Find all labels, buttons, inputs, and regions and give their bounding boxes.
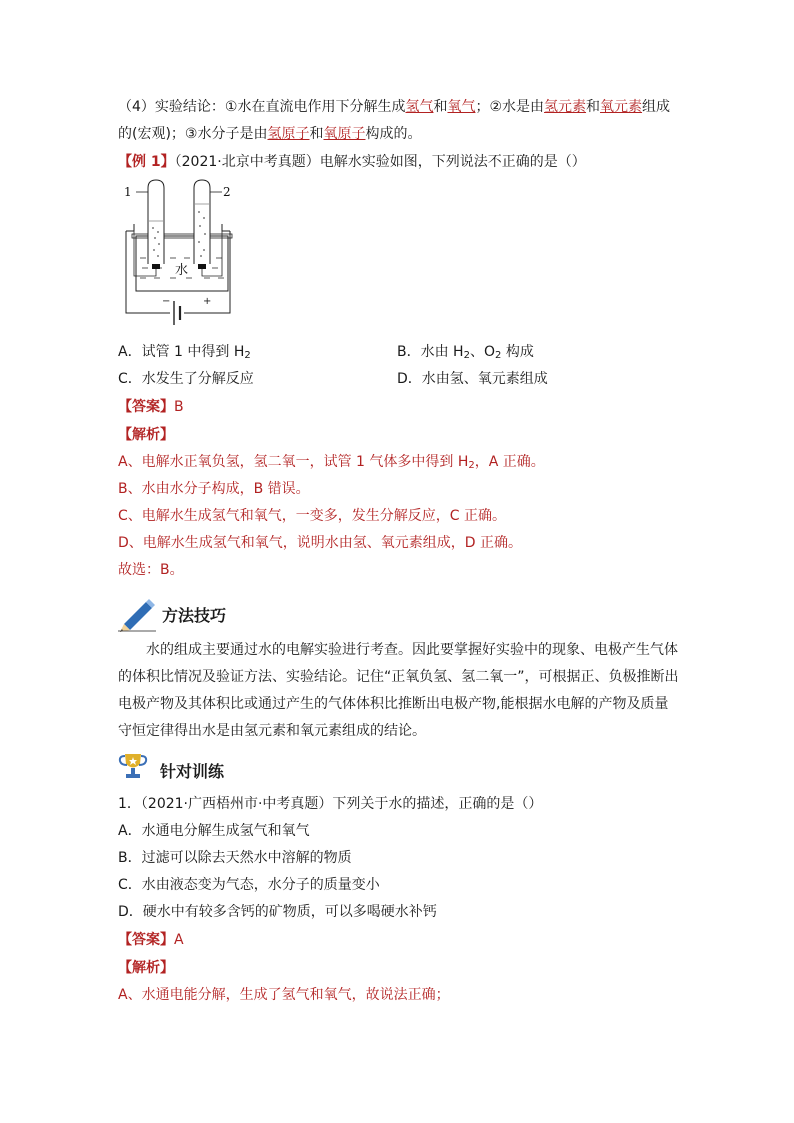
example-tag: 【例 1】 [118,154,175,170]
tube-1-label: 1 [124,185,132,199]
pencil-icon [116,596,156,632]
water-label: 水 [175,263,189,278]
training-option-a: A．水通电分解生成氢气和氧气 [118,823,310,839]
training-analysis-tag: 【解析】 [118,960,174,976]
answer-blank-hydrogen-gas: 氢气 [405,99,434,115]
conclusion-line-2: 的(宏观)；③水分子是由氢原子和氧原子构成的。 [118,126,422,142]
example-analysis-line-2: B、水由水分子构成，B 错误。 [118,481,310,497]
tips-title: 方法技巧 [162,606,227,625]
example-analysis-line-4: D、电解水生成氢气和氧气，说明水由氢、氧元素组成，D 正确。 [118,535,523,551]
conclusion-line-1: （4）实验结论：①水在直流电作用下分解生成氢气和氧气；②水是由氢元素和氧元素组成 [118,99,671,115]
test-tube-1 [148,180,164,264]
answer-blank-oxygen-atom: 氧原子 [323,126,366,142]
answer-blank-hydrogen-element: 氢元素 [544,99,587,115]
example-answer: 【答案】B [118,399,184,415]
training-answer: 【答案】A [118,932,184,948]
electrolysis-diagram [118,176,248,331]
example-analysis-line-1: A、电解水正氧负氢，氢二氧一，试管 1 气体多中得到 $H_2$，A 正确。 [118,454,545,471]
example-option-a: A．试管 1 中得到 $H_2$ [118,344,251,361]
training-question: 1．（2021·广西梧州市·中考真题）下列关于水的描述，正确的是（） [118,796,543,812]
electrode-2 [198,264,206,269]
training-option-b: B．过滤可以除去天然水中溶解的物质 [118,850,352,866]
answer-blank-oxygen-gas: 氧气 [447,99,476,115]
electrode-wire-left [126,224,134,231]
training-option-c: C．水由液态变为气态，水分子的质量变小 [118,877,380,893]
example-question: 【例 1】（2021·北京中考真题）电解水实验如图，下列说法不正确的是（） [118,154,586,170]
tips-line-1: 水的组成主要通过水的电解实验进行考查。因此要掌握好实验中的现象、电极产生气体 [146,642,678,658]
battery-minus-label: − [162,296,171,307]
tube-2-label: 2 [223,185,231,199]
example-conclusion: 故选：B。 [118,562,184,578]
example-option-c: C．水发生了分解反应 [118,371,254,387]
electrode-1 [152,264,160,269]
electrode-wire-right [222,224,230,231]
example-option-b: B．水由 $H_2$、$O_2$ 构成 [397,344,534,361]
answer-tag: 【答案】 [118,932,174,948]
answer-tag: 【答案】 [118,399,174,415]
example-analysis-tag: 【解析】 [118,427,174,443]
training-title: 针对训练 [160,762,225,781]
training-option-d: D．硬水中有较多含钙的矿物质，可以多喝硬水补钙 [118,904,437,920]
tips-line-3: 电极产物及其体积比或通过产生的气体体积比推断出电极产物,能根据水电解的产物及质量 [118,696,669,712]
answer-blank-hydrogen-atom: 氢原子 [267,126,310,142]
test-tube-2 [194,180,210,264]
tips-line-2: 的体积比情况及验证方法、实验结论。记住“正氧负氢、氢二氧一”，可根据正、负极推断出 [118,669,679,685]
training-analysis-line-1: A、水通电能分解，生成了氢气和氧气，故说法正确； [118,987,450,1003]
answer-blank-oxygen-element: 氧元素 [600,99,643,115]
trophy-icon [118,751,148,781]
example-analysis-line-3: C、电解水生成氢气和氧气，一变多，发生分解反应，C 正确。 [118,508,506,524]
battery-plus-label: + [203,296,212,307]
tips-line-4: 守恒定律得出水是由氢元素和氧元素组成的结论。 [118,723,426,739]
example-option-d: D．水由氢、氧元素组成 [397,371,548,387]
